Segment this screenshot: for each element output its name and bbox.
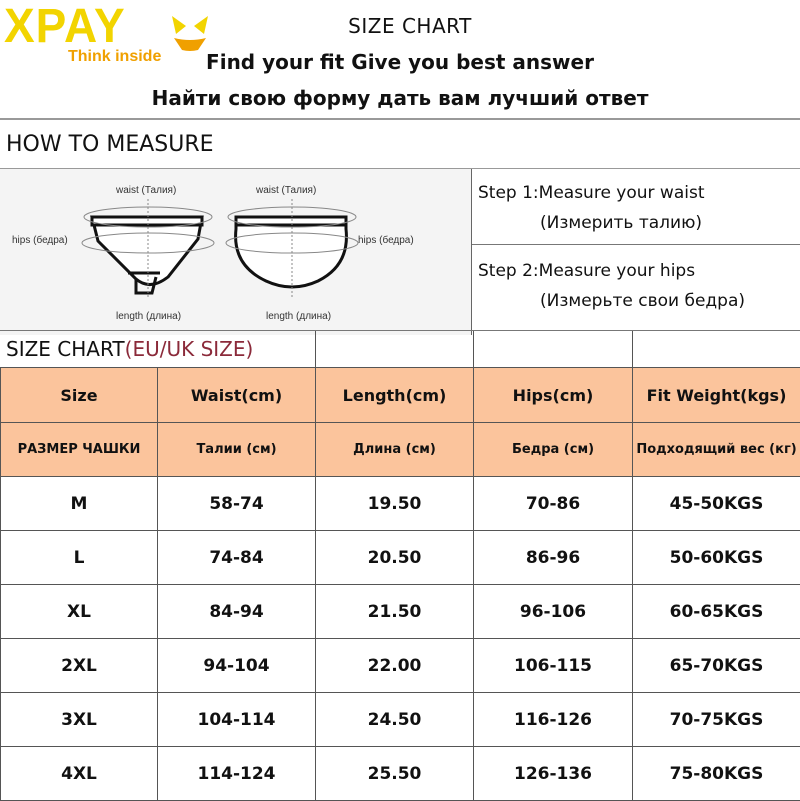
cell-waist: Талии (см) [158, 423, 316, 477]
label-hips-back: hips (бедра) [358, 235, 414, 246]
size-chart-title-accent: (EU/UK SIZE) [125, 337, 254, 361]
label-waist-front: waist (Талия) [116, 185, 176, 196]
cell-length: Длина (см) [316, 423, 474, 477]
size-chart-header [0, 331, 800, 367]
cell-length: 25.50 [316, 747, 474, 801]
page-title: SIZE CHART [10, 14, 800, 38]
step-1-text: Step 1:Measure your waist [478, 183, 705, 203]
step-1-translation: (Измерить талию) [540, 213, 702, 233]
table-row [1, 531, 800, 585]
cell-waist: Waist(cm) [158, 368, 316, 423]
cell-waist: 104-114 [158, 693, 316, 747]
cell-length: 19.50 [316, 477, 474, 531]
step-2-translation: (Измерьте свои бедра) [540, 291, 745, 311]
cell-length: 21.50 [316, 585, 474, 639]
label-hips-front: hips (бедра) [12, 235, 68, 246]
size-chart-title-main: SIZE CHART [6, 337, 125, 361]
cell-waist: 94-104 [158, 639, 316, 693]
cell-size: L [1, 531, 158, 585]
cell-size: Size [1, 368, 158, 423]
size-chart-section [0, 330, 800, 800]
step-2 [472, 245, 800, 335]
table-row [1, 639, 800, 693]
label-length-back: length (длина) [266, 311, 331, 322]
subtitle-russian: Найти свою форму дать вам лучший ответ [0, 86, 800, 110]
label-length-front: length (длина) [116, 311, 181, 322]
cell-weight: 70-75KGS [633, 693, 800, 747]
cell-waist: 58-74 [158, 477, 316, 531]
cell-hips: 70-86 [474, 477, 633, 531]
size-chart-title [6, 337, 253, 361]
cell-hips: Hips(cm) [474, 368, 633, 423]
cell-waist: 114-124 [158, 747, 316, 801]
divider [473, 331, 474, 367]
cell-weight: Fit Weight(kgs) [633, 368, 800, 423]
cell-length: 20.50 [316, 531, 474, 585]
step-1 [472, 169, 800, 245]
cell-hips: Бедра (см) [474, 423, 633, 477]
cell-weight: 50-60KGS [633, 531, 800, 585]
cell-hips: 96-106 [474, 585, 633, 639]
cell-length: 22.00 [316, 639, 474, 693]
table-row [1, 747, 800, 801]
measure-illustration [0, 169, 472, 335]
cell-hips: 86-96 [474, 531, 633, 585]
cell-size: M [1, 477, 158, 531]
cell-size: XL [1, 585, 158, 639]
cell-size: 3XL [1, 693, 158, 747]
cell-weight: 45-50KGS [633, 477, 800, 531]
cell-weight: 60-65KGS [633, 585, 800, 639]
cell-weight: 75-80KGS [633, 747, 800, 801]
logo-tagline: Think inside [68, 48, 161, 66]
cell-weight: Подходящий вес (кг) [633, 423, 800, 477]
table-header-english [1, 368, 800, 423]
logo-brand-text: XPAY [4, 0, 126, 53]
step-2-text: Step 2:Measure your hips [478, 261, 695, 281]
cell-waist: 74-84 [158, 531, 316, 585]
cell-hips: 116-126 [474, 693, 633, 747]
divider [315, 331, 316, 367]
measure-box [0, 168, 800, 334]
label-waist-back: waist (Талия) [256, 185, 316, 196]
cell-weight: 65-70KGS [633, 639, 800, 693]
table-header-russian [1, 423, 800, 477]
how-to-measure-title: HOW TO MEASURE [6, 132, 214, 157]
cell-size: РАЗМЕР ЧАШКИ [1, 423, 158, 477]
panties-diagram-icon [0, 169, 472, 335]
table-row [1, 477, 800, 531]
divider [632, 331, 633, 367]
cell-waist: 84-94 [158, 585, 316, 639]
cell-size: 4XL [1, 747, 158, 801]
cell-length: Length(cm) [316, 368, 474, 423]
table-row [1, 585, 800, 639]
cell-size: 2XL [1, 639, 158, 693]
how-to-measure-section [0, 118, 800, 330]
subtitle-english: Find your fit Give you best answer [0, 50, 800, 74]
page-header [0, 0, 800, 118]
cell-hips: 106-115 [474, 639, 633, 693]
size-table [0, 367, 800, 801]
cell-length: 24.50 [316, 693, 474, 747]
cell-hips: 126-136 [474, 747, 633, 801]
table-row [1, 693, 800, 747]
